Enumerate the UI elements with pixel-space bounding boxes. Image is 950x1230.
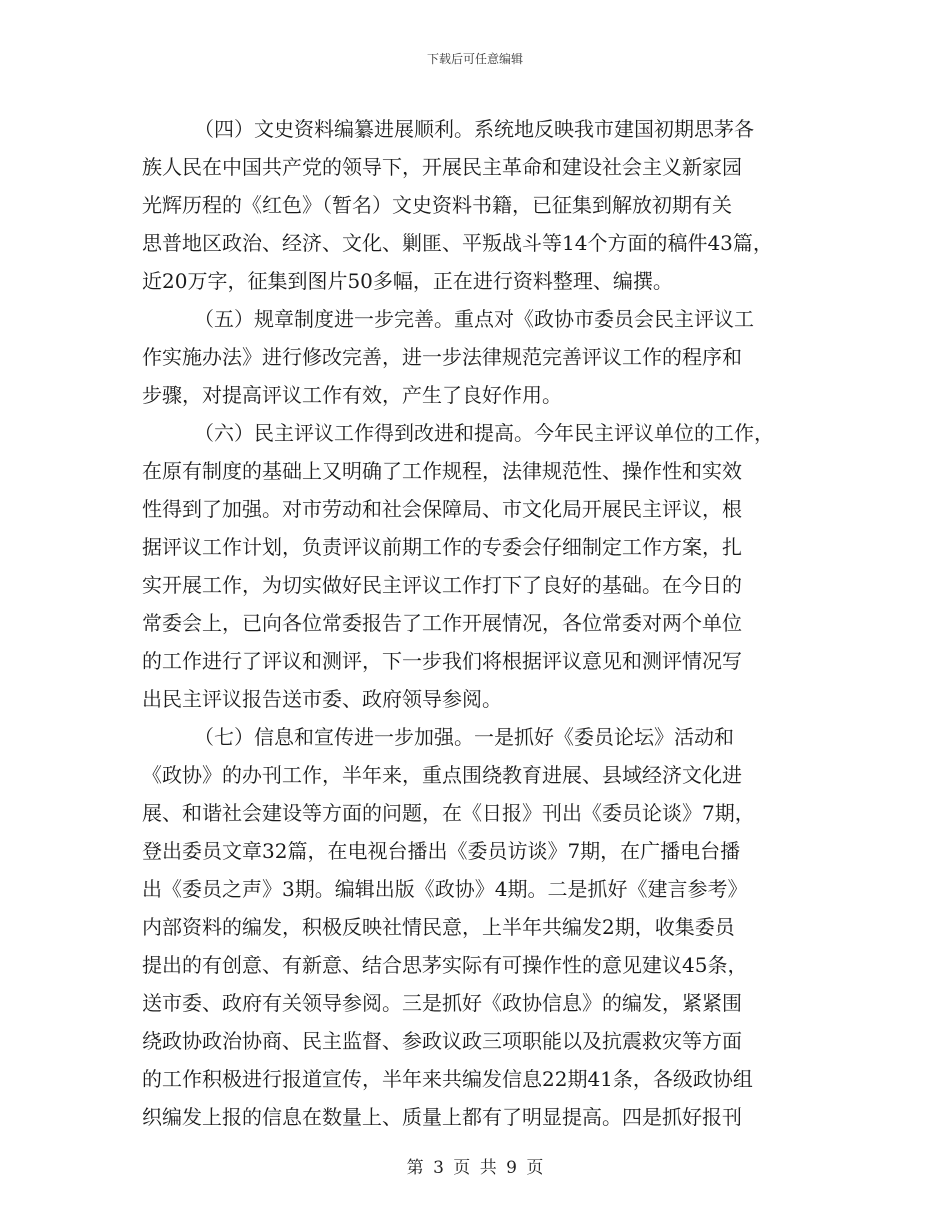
paragraph-line: 送市委、政府有关领导参阅。三是抓好《政协信息》的编发，紧紧围	[142, 991, 742, 1015]
paragraph-line: 据评议工作计划，负责评议前期工作的专委会仔细制定工作方案，扎	[142, 535, 742, 559]
paragraph-line: 《政协》的办刊工作，半年来，重点围绕教育进展、县域经济文化进	[142, 763, 742, 787]
paragraph-line: （六）民主评议工作得到改进和提高。今年民主评议单位的工作，	[194, 421, 774, 445]
header-note: 下载后可任意编辑	[426, 52, 523, 66]
paragraph-line: 常委会上，已向各位常委报告了工作开展情况，各位常委对两个单位	[142, 611, 742, 635]
page-number: 第 3 页 共 9 页	[406, 1158, 544, 1178]
paragraph-line: 实开展工作，为切实做好民主评议工作打下了良好的基础。在今日的	[142, 573, 742, 597]
paragraph-line: （四）文史资料编纂进展顺利。系统地反映我市建国初期思茅各	[194, 117, 754, 141]
paragraph-line: 作实施办法》进行修改完善，进一步法律规范完善评议工作的程序和	[142, 345, 742, 369]
paragraph-line: 登出委员文章32篇，在电视台播出《委员访谈》7期，在广播电台播	[142, 839, 741, 863]
paragraph-line: 思普地区政治、经济、文化、剿匪、平叛战斗等14个方面的稿件43篇，	[142, 231, 773, 255]
paragraph-line: 光辉历程的《红色》（暂名）文史资料书籍，已征集到解放初期有关	[142, 193, 732, 217]
paragraph-line: （七）信息和宣传进一步加强。一是抓好《委员论坛》活动和	[194, 725, 734, 749]
paragraph-line: 出《委员之声》3期。编辑出版《政协》4期。二是抓好《建言参考》	[142, 877, 748, 901]
paragraph-line: 步骤，对提高评议工作有效，产生了良好作用。	[142, 383, 562, 407]
paragraph-line: （五）规章制度进一步完善。重点对《政协市委员会民主评议工	[194, 307, 754, 331]
paragraph-line: 内部资料的编发，积极反映社情民意，上半年共编发2期，收集委员	[142, 915, 735, 939]
paragraph-line: 提出的有创意、有新意、结合思茅实际有可操作性的意见建议45条，	[142, 953, 748, 977]
paragraph-line: 在原有制度的基础上又明确了工作规程，法律规范性、操作性和实效	[142, 459, 742, 483]
paragraph-line: 绕政协政治协商、民主监督、参政议政三项职能以及抗震救灾等方面	[142, 1029, 742, 1053]
paragraph-line: 近20万字，征集到图片50多幅，正在进行资料整理、编撰。	[142, 269, 673, 293]
paragraph-line: 的工作进行了评议和测评，下一步我们将根据评议意见和测评情况写	[142, 649, 742, 673]
paragraph-line: 展、和谐社会建设等方面的问题，在《日报》刊出《委员论谈》7期，	[142, 801, 755, 825]
paragraph-line: 出民主评议报告送市委、政府领导参阅。	[142, 687, 502, 711]
paragraph-line: 族人民在中国共产党的领导下，开展民主革命和建设社会主义新家园	[142, 155, 742, 179]
paragraph-line: 的工作积极进行报道宣传，半年来共编发信息22期41条，各级政协组	[142, 1067, 753, 1091]
paragraph-line: 性得到了加强。对市劳动和社会保障局、市文化局开展民主评议，根	[142, 497, 742, 521]
paragraph-line: 织编发上报的信息在数量上、质量上都有了明显提高。四是抓好报刊	[142, 1105, 742, 1129]
document-body	[142, 110, 810, 1136]
